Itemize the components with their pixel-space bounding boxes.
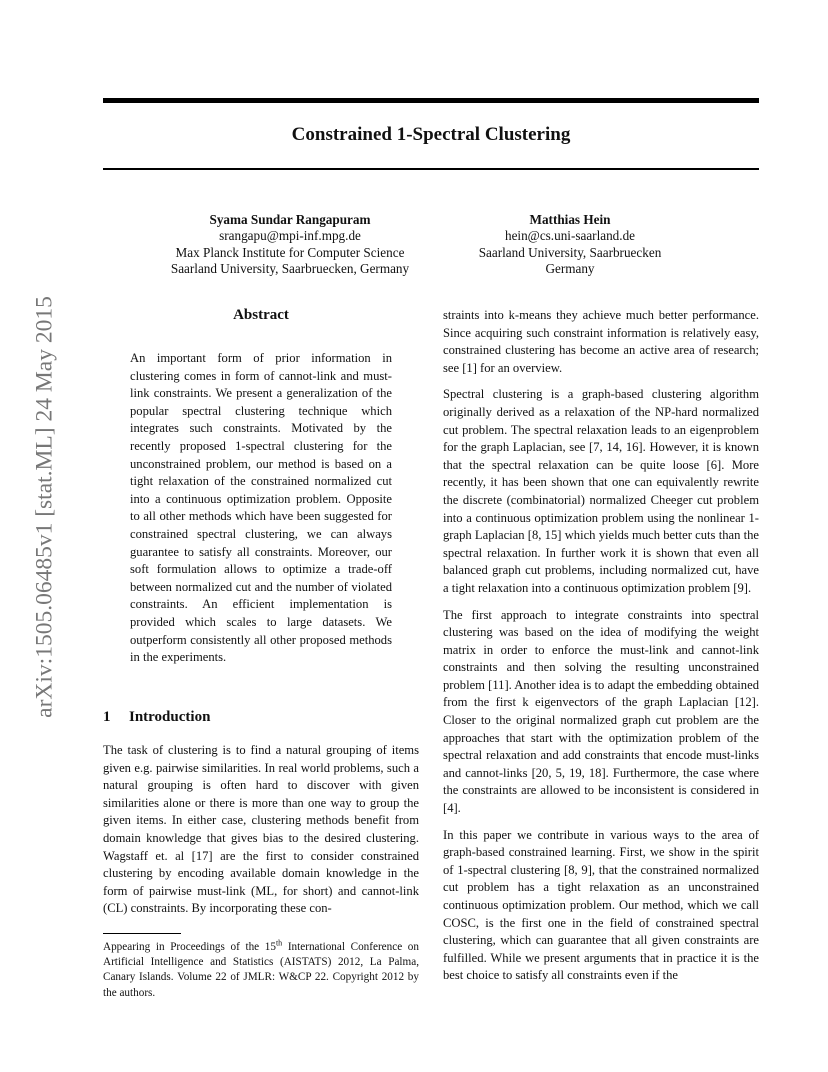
intro-paragraph: The task of clustering is to find a natural grouping of items given e.g. pairwise similarities. In real world problems, such a natural grouping is often hard to discover with given similarities alone or there is more than one way to group the given items. In either case, clustering methods benefit from domain knowledge that gives bias to the desired clustering. Wagstaff et. al [17] are the first to consider constrained clustering by encoding available domain knowledge in the form of pairwise must-link (ML, for short) and cannot-link (CL) constraints. By incorporating these con- [103, 743, 419, 916]
title-rule-bottom [103, 168, 759, 170]
footnote [103, 940, 419, 1001]
body-paragraph: The first approach to integrate constraints into spectral clustering was based on the idea of modifying the weight matrix in order to enforce the must-link and cannot-link constraints and then solving the resulting unconstrained problem [11]. Another idea is to adapt the embedding obtained from the first k eigenvectors of the graph Laplacian [12]. Closer to the original normalized graph cut problem are the approaches that start with the optimization problem of the spectral relaxation and add constraints that encode must-links and cannot-links [20, 5, 19, 18]. Furthermore, the case where the constraints are allowed to be inconsistent is considered in [4]. [443, 607, 759, 816]
author-affiliation: Germany [545, 260, 595, 276]
author-affiliation: Max Planck Institute for Computer Science [175, 244, 405, 260]
author-block-1 [150, 212, 430, 277]
author-name: Matthias Hein [529, 212, 611, 227]
section-number: 1 [103, 709, 111, 725]
abstract-heading: Abstract [233, 307, 289, 323]
section-heading [103, 709, 210, 726]
author-email: hein@cs.uni-saarland.de [504, 228, 636, 244]
footnote-superscript: th [275, 938, 283, 948]
author-name: Syama Sundar Rangapuram [209, 212, 371, 227]
abstract-text: An important form of prior information in clustering comes in form of cannot-link and must-link constraints. We present a generalization of the popular spectral clustering technique which integrates such constraints. Motivated by the recently proposed 1-spectral clustering for the unconstrained problem, our method is based on a tight relaxation of the constrained normalized cut into a continuous optimization problem. Opposite to all other methods which have been suggested for constrained spectral clustering, we can always guarantee to satisfy all constraints. Moreover, our soft formulation allows to optimize a trade-off between normalized cut and the number of violated constraints. An efficient implementation is provided which scales to large datasets. We outperform consistently all other proposed methods in the experiments. [130, 351, 392, 665]
footnote-text: International Conference on Artificial Intelligence and Statistics (AISTATS) 2012, La Palma, Canary Islands. Volume 22 of JMLR: W&CP 22. Copyright 2012 by the authors. [103, 941, 419, 999]
author-affiliation: Saarland University, Saarbruecken [478, 244, 662, 260]
section-title: Introduction [129, 709, 211, 725]
paper-title: Constrained 1-Spectral Clustering [291, 124, 571, 145]
author-block-2 [440, 212, 700, 277]
arxiv-identifier: arXiv:1505.06485v1 [stat.ML] 24 May 2015 [31, 296, 58, 718]
body-paragraph: In this paper we contribute in various ways to the area of graph-based constrained learning. First, we show in the spirit of 1-spectral clustering [8, 9], that the constrained normalized cut problem has a tight relaxation as an unconstrained continuous optimization problem. Our method, which we call COSC, is the first one in the field of constrained spectral clustering, which can guarantee that all given constraints are fulfilled. While we present arguments that in practice it is the best choice to satisfy all constraints even if the [443, 827, 759, 983]
footnote-text: Appearing in Proceedings of the 15 [103, 941, 276, 953]
body-paragraph: straints into k-means they achieve much better performance. Since acquiring such constraint information is relatively easy, constrained clustering has become an active area of research; see [1] for an overview. [443, 308, 759, 375]
title-rule-top [103, 98, 759, 103]
right-column [443, 307, 759, 985]
author-affiliation: Saarland University, Saarbruecken, Germany [170, 260, 410, 276]
author-email: srangapu@mpi-inf.mpg.de [219, 228, 361, 244]
body-paragraph: Spectral clustering is a graph-based clustering algorithm originally derived as a relaxation of the NP-hard normalized cut problem. The spectral relaxation leads to an eigenproblem for the graph Laplacian, see [7, 14, 16]. However, it is known that the spectral relaxation can be quite loose [6]. More recently, it has been shown that one can equivalently rewrite the discrete (combinatorial) normalized Cheeger cut problem into a continuous optimization problem using the nonlinear 1-graph Laplacian [8, 15] which yields much better cuts than the spectral relaxation. In further work it is shown that even all balanced graph cut problems, including normalized cut, have a tight relaxation into a continuous optimization problem [9]. [443, 387, 759, 595]
footnote-rule [103, 933, 181, 934]
